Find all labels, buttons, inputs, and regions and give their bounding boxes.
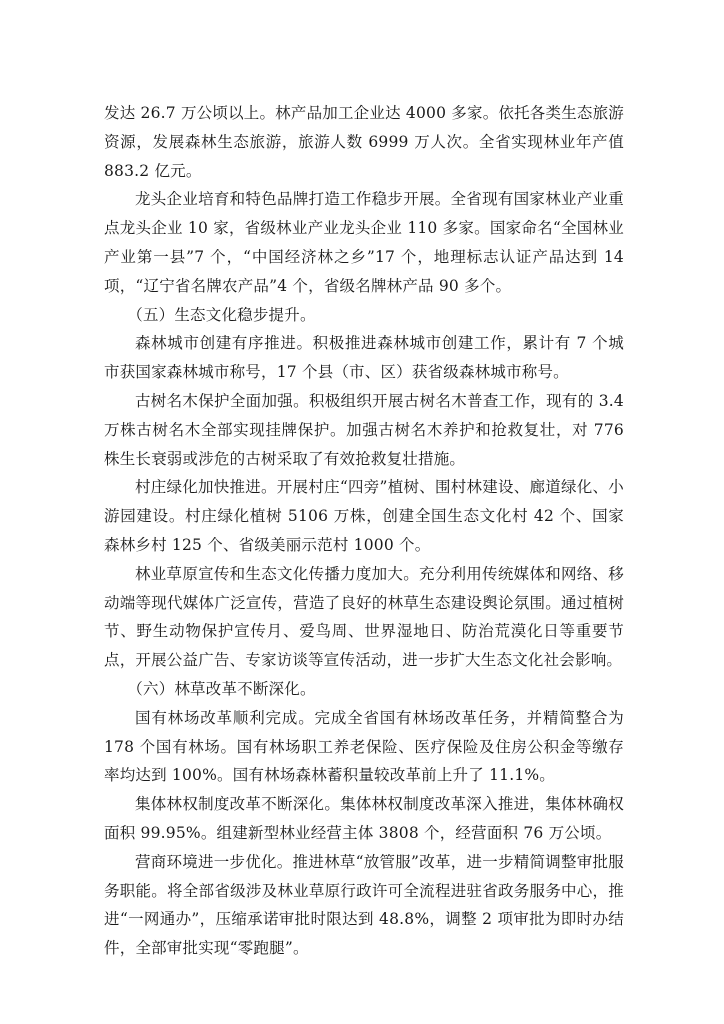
paragraph-publicity: 林业草原宣传和生态文化传播力度加大。充分利用传统媒体和网络、移动端等现代媒体广泛宣传，营造了良好的林草生态建设舆论氛围。通过植树节、野生动物保护宣传月、爱鸟周、世界湿地日、防治荒漠化日等重要节点，开展公益广告、专家访谈等宣传活动，进一步扩大生态文化社会影响。 — [104, 564, 624, 670]
section-heading-ecological-culture: （五）生态文化稳步提升。 — [127, 305, 316, 324]
paragraph-forest-city: 森林城市创建有序推进。积极推进森林城市创建工作，累计有 7 个城市获国家森林城市称号，17 个县（市、区）获省级森林城市称号。 — [104, 334, 624, 382]
paragraph-continuation: 发达 26.7 万公顷以上。林产品加工企业达 4000 多家。依托各类生态旅游资源，发展森林生态旅游，旅游人数 6999 万人次。全省实现林业年产值 883.2 亿元。 — [104, 104, 624, 180]
paragraph-collective-forest-rights: 集体林权制度改革不断深化。集体林权制度改革深入推进，集体林确权面积 99.95%。组建新型林业经营主体 3808 个，经营面积 76 万公顷。 — [104, 795, 624, 842]
paragraph-leading-enterprises: 龙头企业培育和特色品牌打造工作稳步开展。全省现有国家林业产业重点龙头企业 10 家，省级林业产业龙头企业 110 多家。国家命名“全国林业产业第一县”7 个，“中国经济林之乡”17 个，地理标志认证产品达到 14 项，“辽宁省名牌农产品”4 个，省级名牌林产品 90 多个。 — [104, 190, 624, 295]
paragraph-state-forest-farm-reform: 国有林场改革顺利完成。完成全省国有林场改革任务，并精简整合为 178 个国有林场。国有林场职工养老保险、医疗保险及住房公积金等缴存率均达到 100%。国有林场森林蓄积量较改革前上升了 11.1%。 — [104, 708, 624, 785]
paragraph-business-environment: 营商环境进一步优化。推进林草“放管服”改革，进一步精简调整审批服务职能。将全部省级涉及林业草原行政许可全流程进驻省政务服务中心，推进“一网通办”，压缩承诺审批时限达到 48.8%，调整 2 项审批为即时办结件，全部审批实现“零跑腿”。 — [104, 852, 624, 958]
paragraph-ancient-trees: 古树名木保护全面加强。积极组织开展古树名木普查工作，现有的 3.4 万株古树名木全部实现挂牌保护。加强古树名木养护和抢救复壮，对 776 株生长衰弱或涉危的古树采取了有效抢救复壮措施。 — [104, 391, 624, 468]
section-heading-reform: （六）林草改革不断深化。 — [127, 679, 316, 698]
paragraph-village-greening: 村庄绿化加快推进。开展村庄“四旁”植树、围村林建设、廊道绿化、小游园建设。村庄绿化植树 5106 万株，创建全国生态文化村 42 个、国家森林乡村 125 个、省级美丽示范村 1000 个。 — [104, 478, 624, 554]
document-body — [104, 99, 624, 963]
